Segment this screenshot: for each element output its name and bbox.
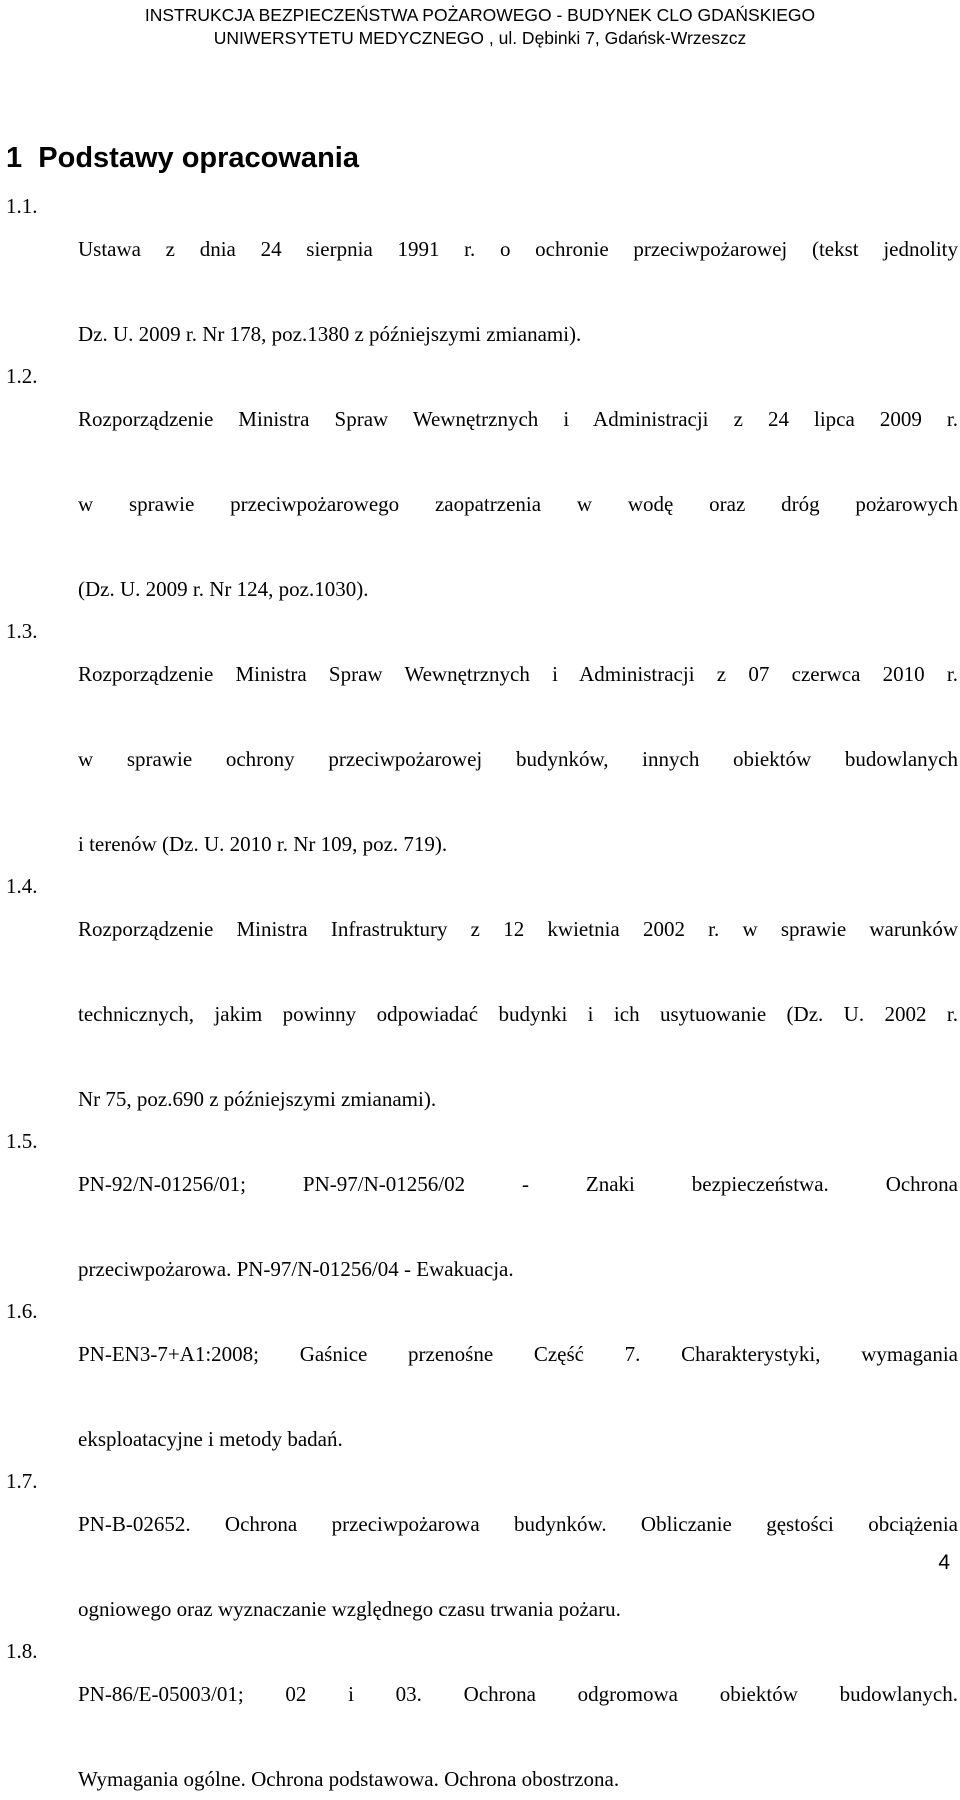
reference-line: (Dz. U. 2009 r. Nr 124, poz.1030). [78, 576, 369, 601]
reference-line: w sprawie przeciwpożarowego zaopatrzenia w wodę oraz dróg pożarowych [78, 491, 958, 516]
reference-text [78, 355, 958, 610]
header-line-2: UNIWERSYTETU MEDYCZNEGO , ul. Dębinki 7, Gdańsk-Wrzeszcz [213, 28, 747, 48]
reference-line: Rozporządzenie Ministra Spraw Wewnętrznych i Administracji z 24 lipca 2009 r. [78, 406, 958, 431]
reference-number: 1.3. [6, 619, 38, 643]
reference-text [78, 1630, 958, 1800]
reference-line: przeciwpożarowa. PN-97/N-01256/04 - Ewakuacja. [78, 1256, 514, 1281]
reference-text [78, 610, 958, 865]
reference-line: Wymagania ogólne. Ochrona podstawowa. Ochrona obostrzona. [78, 1766, 620, 1791]
reference-list [0, 185, 960, 1800]
reference-item [0, 1120, 958, 1290]
reference-line: PN-EN3-7+A1:2008; Gaśnice przenośne Część 7. Charakterystyki, wymagania [78, 1341, 958, 1366]
reference-text [78, 1460, 958, 1630]
reference-line: Rozporządzenie Ministra Infrastruktury z 12 kwietnia 2002 r. w sprawie warunków [78, 916, 958, 941]
reference-item [0, 1290, 958, 1460]
page-header [0, 4, 960, 50]
reference-line: Nr 75, poz.690 z późniejszymi zmianami). [78, 1086, 437, 1111]
reference-line: Rozporządzenie Ministra Spraw Wewnętrznych i Administracji z 07 czerwca 2010 r. [78, 661, 958, 686]
reference-number: 1.2. [6, 364, 38, 388]
reference-item [0, 610, 958, 865]
reference-line: PN-86/E-05003/01; 02 i 03. Ochrona odgromowa obiektów budowlanych. [78, 1681, 958, 1706]
header-line-1: INSTRUKCJA BEZPIECZEŃSTWA POŻAROWEGO - BUDYNEK CLO GDAŃSKIEGO [144, 5, 816, 25]
reference-number: 1.1. [6, 194, 38, 218]
reference-item [0, 1460, 958, 1630]
reference-number: 1.4. [6, 874, 38, 898]
reference-item [0, 1630, 958, 1800]
reference-item [0, 865, 958, 1120]
reference-number: 1.7. [6, 1469, 38, 1493]
reference-line: ogniowego oraz wyznaczanie względnego czasu trwania pożaru. [78, 1596, 621, 1621]
reference-text [78, 865, 958, 1120]
reference-line: eksploatacyjne i metody badań. [78, 1426, 343, 1451]
reference-number: 1.8. [6, 1639, 38, 1663]
section-title: Podstawy opracowania [38, 142, 359, 174]
reference-line: technicznych, jakim powinny odpowiadać budynki i ich usytuowanie (Dz. U. 2002 r. [78, 1001, 958, 1026]
section-number: 1 [6, 142, 23, 174]
reference-item [0, 185, 958, 355]
page-number: 4 [938, 1551, 950, 1574]
reference-number: 1.5. [6, 1129, 38, 1153]
reference-text [78, 1290, 958, 1460]
reference-number: 1.6. [6, 1299, 38, 1323]
reference-text [78, 185, 958, 355]
reference-line: Ustawa z dnia 24 sierpnia 1991 r. o ochronie przeciwpożarowej (tekst jednolity [78, 236, 958, 261]
reference-text [78, 1120, 958, 1290]
reference-line: i terenów (Dz. U. 2010 r. Nr 109, poz. 719). [78, 831, 448, 856]
reference-line: Dz. U. 2009 r. Nr 178, poz.1380 z późniejszymi zmianami). [78, 321, 582, 346]
reference-item [0, 355, 958, 610]
section-heading [6, 140, 359, 176]
reference-line: PN-B-02652. Ochrona przeciwpożarowa budynków. Obliczanie gęstości obciążenia [78, 1511, 958, 1536]
reference-line: PN-92/N-01256/01; PN-97/N-01256/02 - Znaki bezpieczeństwa. Ochrona [78, 1171, 958, 1196]
reference-line: w sprawie ochrony przeciwpożarowej budynków, innych obiektów budowlanych [78, 746, 958, 771]
